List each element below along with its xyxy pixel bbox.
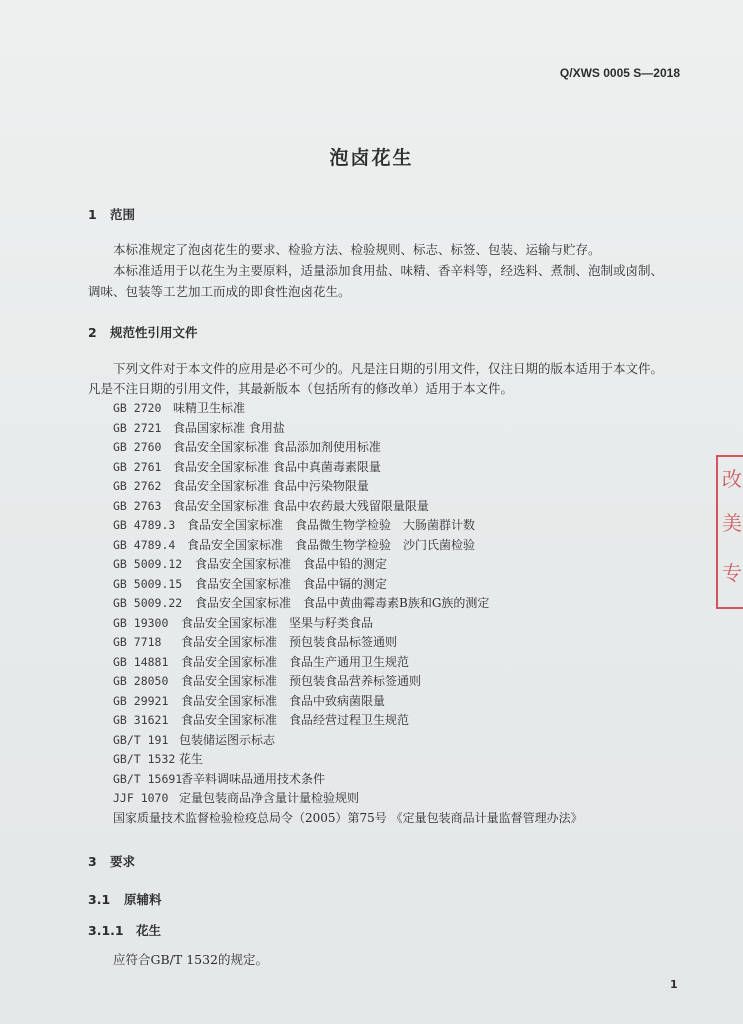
reference-code: GB 2760	[113, 440, 162, 454]
reference-item	[113, 594, 693, 614]
reference-title: 食品安全国家标准 食品经营过程卫生规范	[181, 713, 410, 727]
reference-code: GB 29921	[113, 693, 169, 708]
reference-item	[113, 555, 693, 575]
reference-code: GB 2721	[113, 420, 162, 435]
section-title: 花生	[136, 923, 162, 938]
reference-title: 定量包装商品净含量计量检验规则	[179, 791, 360, 805]
reference-title: 国家质量技术监督检验检疫总局令（2005）第75号 《定量包装商品计量监督管理办法》	[113, 810, 583, 825]
section-number: 3.1	[88, 892, 111, 907]
page-number: 1	[670, 978, 678, 991]
reference-title: 包装储运图示标志	[179, 732, 276, 747]
reference-item	[113, 438, 693, 458]
scope-paragraph-1: 本标准规定了泡卤花生的要求、检验方法、检验规则、标志、标签、包装、运输与贮存。	[113, 242, 601, 257]
stamp-char: 改	[722, 467, 742, 491]
section-3-1-1-heading	[88, 921, 161, 939]
section-title: 范围	[110, 207, 136, 222]
reference-item	[113, 536, 693, 556]
reference-code: GB 2762	[113, 479, 162, 493]
reference-code: GB 5009.22	[113, 596, 183, 610]
reference-title: 食品安全国家标准 食品中铅的测定	[195, 557, 388, 571]
standard-code: Q/XWS 0005 S—2018	[559, 66, 680, 80]
reference-code: GB 2763	[113, 498, 162, 513]
section-title: 规范性引用文件	[110, 325, 198, 340]
reference-code: GB 31621	[113, 713, 169, 727]
scope-paragraph-2-line-1: 本标准适用于以花生为主要原料，适量添加食用盐、味精、香辛料等，经选料、煮制、泡制或卤制、	[113, 263, 664, 278]
section-number: 3	[88, 854, 97, 869]
reference-item	[113, 477, 693, 497]
reference-code: GB 2761	[113, 459, 162, 474]
reference-title: 花生	[179, 752, 204, 766]
peanut-requirement-text: 应符合GB/T 1532的规定。	[113, 952, 269, 967]
reference-title: 食品安全国家标准 食品中镉的测定	[195, 576, 388, 591]
reference-title: 食品安全国家标准 食品中黄曲霉毒素B族和G族的测定	[195, 596, 490, 610]
reference-title: 食品安全国家标准 坚果与籽类食品	[181, 615, 374, 630]
section-2-heading	[88, 323, 198, 341]
reference-title: 味精卫生标准	[173, 401, 246, 415]
reference-item	[113, 458, 693, 478]
reference-item	[113, 789, 693, 809]
reference-title: 食品安全国家标准 食品微生物学检验 大肠菌群计数	[187, 518, 476, 532]
document-title: 泡卤花生	[329, 147, 414, 169]
reference-title: 香辛料调味品通用技术条件	[181, 771, 326, 786]
stamp-char: 美	[722, 511, 742, 535]
reference-title: 食品国家标准 食用盐	[173, 420, 285, 435]
normative-references-list	[113, 399, 693, 828]
reference-item	[113, 692, 693, 712]
reference-code: GB 19300	[113, 615, 169, 630]
reference-code: GB 4789.3	[113, 518, 176, 532]
section-1-heading	[88, 205, 135, 223]
reference-title: 食品安全国家标准 食品中真菌毒素限量	[173, 459, 381, 474]
reference-item	[113, 614, 693, 634]
reference-item	[113, 672, 693, 692]
reference-title: 食品安全国家标准 预包装食品营养标签通则	[181, 674, 422, 688]
reference-item	[113, 497, 693, 517]
reference-item	[113, 575, 693, 595]
refs-intro-line-2: 凡是不注日期的引用文件，其最新版本（包括所有的修改单）适用于本文件。	[88, 381, 514, 396]
reference-title: 食品安全国家标准 食品生产通用卫生规范	[181, 654, 410, 669]
reference-code: GB/T 1532	[113, 752, 176, 766]
reference-item	[113, 731, 693, 751]
reference-code: GB/T 191	[113, 732, 169, 747]
reference-title: 食品安全国家标准 食品中农药最大残留限量限量	[173, 498, 429, 513]
reference-item	[113, 653, 693, 673]
reference-title: 食品安全国家标准 食品中污染物限量	[173, 479, 369, 493]
reference-code: GB 5009.15	[113, 576, 183, 591]
section-number: 1	[88, 207, 97, 222]
scope-paragraph-2-line-2: 调味、包装等工艺加工而成的即食性泡卤花生。	[88, 284, 351, 299]
red-seal-stamp	[716, 455, 743, 609]
reference-item	[113, 750, 693, 770]
reference-item	[113, 516, 693, 536]
section-3-heading	[88, 852, 135, 870]
reference-title: 食品安全国家标准 预包装食品标签通则	[181, 635, 398, 649]
reference-code: GB 28050	[113, 674, 169, 688]
reference-item	[113, 419, 693, 439]
reference-code: GB/T 15691	[113, 771, 183, 786]
reference-code: GB 5009.12	[113, 557, 183, 571]
section-number: 2	[88, 325, 97, 340]
section-3-1-heading	[88, 890, 162, 908]
reference-item	[113, 770, 693, 790]
reference-title: 食品安全国家标准 食品中致病菌限量	[181, 693, 386, 708]
section-number: 3.1.1	[88, 923, 124, 938]
reference-item	[113, 399, 693, 419]
reference-code: GB 2720	[113, 401, 162, 415]
reference-code: JJF 1070	[113, 791, 169, 805]
reference-code: GB 4789.4	[113, 537, 176, 552]
reference-item	[113, 633, 693, 653]
reference-item	[113, 711, 693, 731]
stamp-char: 专	[722, 561, 742, 585]
reference-code: GB 7718	[113, 635, 162, 649]
refs-intro-line-1: 下列文件对于本文件的应用是必不可少的。凡是注日期的引用文件，仅注日期的版本适用于本文件。	[113, 361, 664, 376]
reference-code: GB 14881	[113, 654, 169, 669]
section-title: 原辅料	[124, 892, 162, 907]
reference-title: 食品安全国家标准 食品添加剂使用标准	[173, 440, 381, 454]
reference-item	[113, 809, 693, 829]
reference-title: 食品安全国家标准 食品微生物学检验 沙门氏菌检验	[187, 537, 476, 552]
section-title: 要求	[110, 854, 136, 869]
